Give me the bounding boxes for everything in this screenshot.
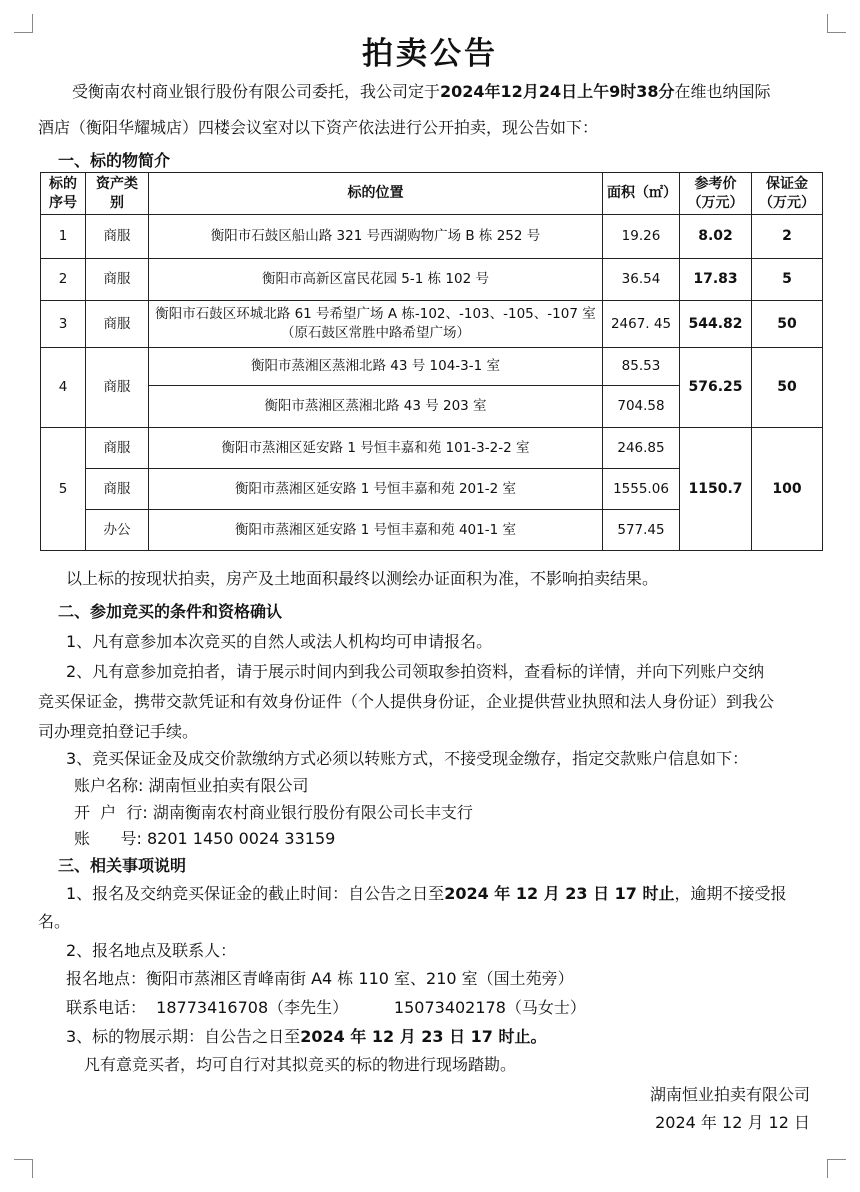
cell-type: 商服 <box>86 428 149 469</box>
table-row <box>41 428 823 469</box>
crop-mark-bottom-left <box>14 1159 33 1178</box>
cell-location: 衡阳市蒸湘区延安路 1 号恒丰嘉和苑 201-2 室 <box>149 469 603 510</box>
cell-deposit: 5 <box>752 259 823 301</box>
closing-note: 凡有意竞买者，均可自行对其拟竞买的标的物进行现场踏勘。 <box>84 1055 517 1074</box>
header-price: 参考价（万元） <box>680 173 752 215</box>
cell-no: 5 <box>41 428 86 551</box>
cell-no: 1 <box>41 215 86 259</box>
bank-name: 开 户 行: 湖南衡南农村商业银行股份有限公司长丰支行 <box>74 803 473 822</box>
cell-area: 2467. 45 <box>603 301 680 348</box>
contact-phone: 联系电话： 18773416708（李先生） 15073402178（马女士） <box>66 998 586 1017</box>
section2-item-2-line-2: 竞买保证金，携带交款凭证和有效身份证件（个人提供身份证，企业提供营业执照和法人身份证）到我公 <box>38 692 775 711</box>
cell-no: 2 <box>41 259 86 301</box>
display-deadline: 2024 年 12 月 23 日 17 时止。 <box>300 1027 547 1046</box>
cell-type: 办公 <box>86 510 149 551</box>
cell-location: 衡阳市高新区富民花园 5-1 栋 102 号 <box>149 259 603 301</box>
crop-mark-top-right <box>827 14 846 33</box>
section3-item-1 <box>66 879 826 909</box>
cell-type: 商服 <box>86 301 149 348</box>
signature-company: 湖南恒业拍卖有限公司 <box>649 1085 810 1104</box>
section3-item-1-wrap: 名。 <box>38 912 71 931</box>
cell-price: 544.82 <box>680 301 752 348</box>
header-deposit: 保证金（万元） <box>752 173 823 215</box>
cell-deposit: 50 <box>752 348 823 428</box>
cell-price: 8.02 <box>680 215 752 259</box>
cell-deposit: 2 <box>752 215 823 259</box>
table-note: 以上标的按现状拍卖，房产及土地面积最终以测绘办证面积为准，不影响拍卖结果。 <box>66 569 659 588</box>
signature-date: 2024 年 12 月 12 日 <box>655 1113 810 1132</box>
table-row <box>41 215 823 259</box>
lot-table <box>40 172 823 551</box>
cell-area: 36.54 <box>603 259 680 301</box>
section-heading-2: 二、参加竞买的条件和资格确认 <box>58 602 283 621</box>
section-heading-3: 三、相关事项说明 <box>58 856 187 875</box>
account-name: 账户名称: 湖南恒业拍卖有限公司 <box>74 776 309 795</box>
table-row <box>41 348 823 386</box>
cell-location: 衡阳市蒸湘区蒸湘北路 43 号 203 室 <box>149 386 603 428</box>
header-no: 标的序号 <box>41 173 86 215</box>
cell-area: 1555.06 <box>603 469 680 510</box>
section3-item-2: 2、报名地点及联系人： <box>66 941 237 960</box>
cell-no: 4 <box>41 348 86 428</box>
section3-item-3-text: 3、标的物展示期：自公告之日至 <box>66 1027 301 1046</box>
header-location: 标的位置 <box>149 173 603 215</box>
section-heading-1: 一、标的物简介 <box>58 151 171 170</box>
cell-location: 衡阳市石鼓区环城北路 61 号希望广场 A 栋-102、-103、-105、-107 室（原石鼓区常胜中路希望广场） <box>149 301 603 348</box>
section3-item-3 <box>66 1022 826 1052</box>
cell-deposit: 100 <box>752 428 823 551</box>
crop-mark-bottom-right <box>827 1159 846 1178</box>
cell-price: 1150.7 <box>680 428 752 551</box>
cell-area: 246.85 <box>603 428 680 469</box>
header-area: 面积（㎡） <box>603 173 680 215</box>
cell-type: 商服 <box>86 348 149 428</box>
table-row <box>41 259 823 301</box>
section2-item-1: 1、凡有意参加本次竞买的自然人或法人机构均可申请报名。 <box>66 632 493 651</box>
section2-item-2-line-1: 2、凡有意参加竞拍者，请于展示时间内到我公司领取参拍资料，查看标的详情，并向下列账户交纳 <box>66 662 765 681</box>
crop-mark-top-left <box>14 14 33 33</box>
header-type: 资产类别 <box>86 173 149 215</box>
table-header-row <box>41 173 823 215</box>
cell-location: 衡阳市蒸湘区蒸湘北路 43 号 104-3-1 室 <box>149 348 603 386</box>
section2-item-3: 3、竞买保证金及成交价款缴纳方式必须以转账方式，不接受现金缴存，指定交款账户信息如下： <box>66 749 749 768</box>
registration-deadline: 2024 年 12 月 23 日 17 时止 <box>444 884 675 903</box>
cell-type: 商服 <box>86 215 149 259</box>
account-number: 账 号: 8201 1450 0024 33159 <box>74 829 336 848</box>
cell-area: 85.53 <box>603 348 680 386</box>
cell-location: 衡阳市石鼓区船山路 321 号西湖购物广场 B 栋 252 号 <box>149 215 603 259</box>
cell-type: 商服 <box>86 469 149 510</box>
table-row <box>41 301 823 348</box>
section2-item-2-line-3: 司办理竞拍登记手续。 <box>38 722 199 741</box>
cell-price: 576.25 <box>680 348 752 428</box>
auction-datetime: 2024年12月24日上午9时38分 <box>440 82 675 101</box>
page-title: 拍卖公告 <box>362 36 498 72</box>
section3-item-1-text: 1、报名及交纳竞买保证金的截止时间：自公告之日至 <box>66 884 445 903</box>
cell-area: 19.26 <box>603 215 680 259</box>
cell-no: 3 <box>41 301 86 348</box>
section3-item-1-tail: ，逾期不接受报 <box>674 884 787 903</box>
intro-paragraph <box>38 77 828 107</box>
intro-text-tail: 在维也纳国际 <box>674 82 771 101</box>
cell-area: 704.58 <box>603 386 680 428</box>
intro-text: 受衡南农村商业银行股份有限公司委托，我公司定于 <box>72 82 441 101</box>
cell-area: 577.45 <box>603 510 680 551</box>
intro-paragraph-2: 酒店（衡阳华耀城店）四楼会议室对以下资产依法进行公开拍卖，现公告如下： <box>38 118 599 137</box>
registration-place: 报名地点：衡阳市蒸湘区青峰南街 A4 栋 110 室、210 室（国土苑旁） <box>66 969 574 988</box>
cell-location: 衡阳市蒸湘区延安路 1 号恒丰嘉和苑 401-1 室 <box>149 510 603 551</box>
cell-type: 商服 <box>86 259 149 301</box>
cell-location: 衡阳市蒸湘区延安路 1 号恒丰嘉和苑 101-3-2-2 室 <box>149 428 603 469</box>
cell-price: 17.83 <box>680 259 752 301</box>
cell-deposit: 50 <box>752 301 823 348</box>
